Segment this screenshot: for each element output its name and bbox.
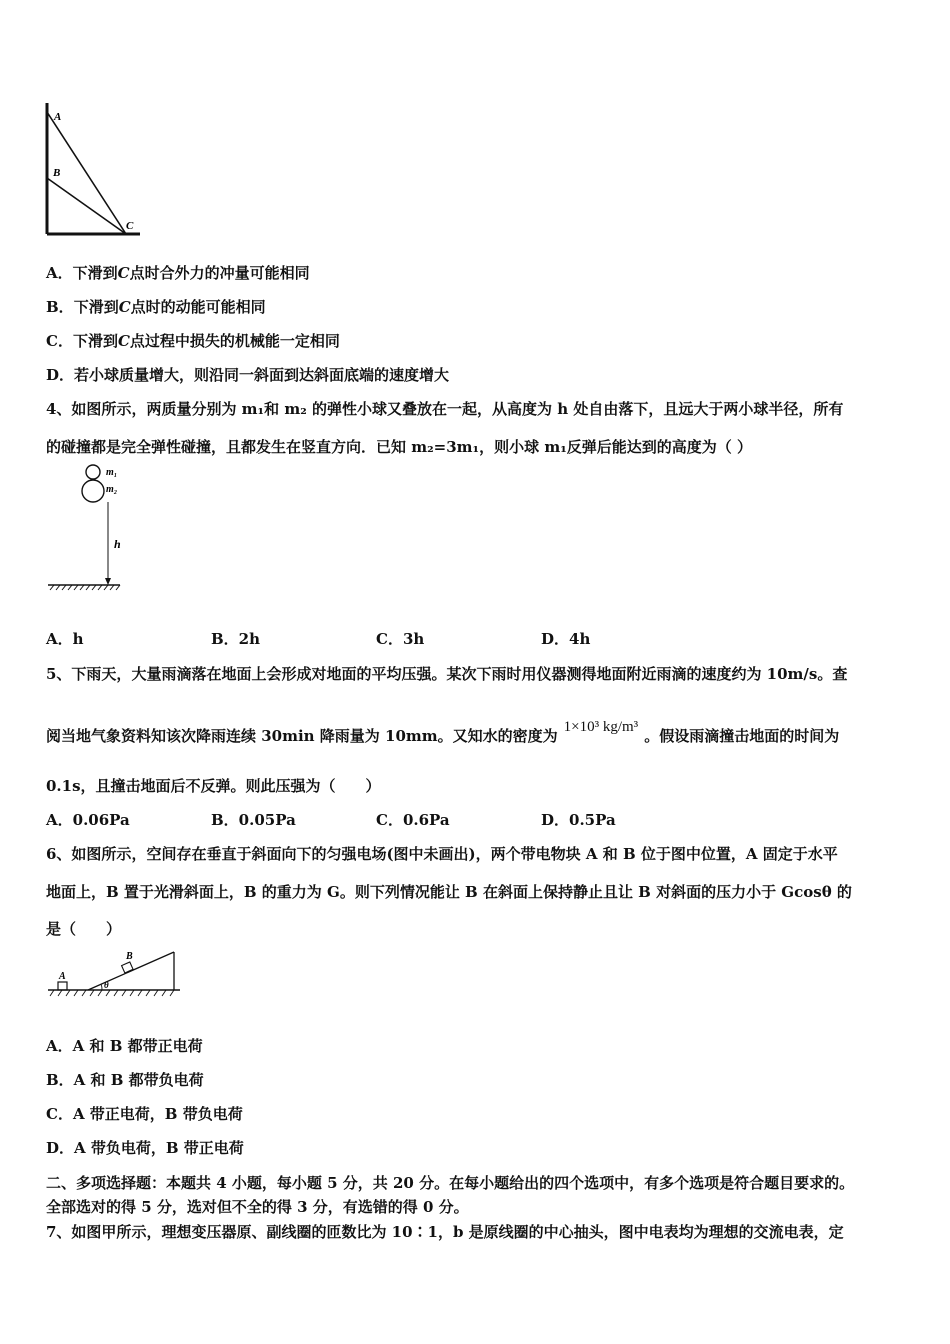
q6-slope-figure (44, 946, 184, 1000)
q5-stem-line2: 阅当地气象资料知该次降雨连续 30min 降雨量为 10mm。又知水的密度为 1×10³ kg/m³ 。假设雨滴撞击地面的时间为 (46, 719, 840, 745)
q5-density-formula: 1×10³ kg/m³ (563, 719, 639, 735)
q4-stem-line1: 4、如图所示，两质量分别为 m₁和 m₂ 的弹性小球又叠放在一起，从高度为 h 处自由落下，且远大于两小球半径，所有 (46, 400, 844, 418)
q5-option-a: A．0.06Pa (46, 811, 130, 829)
q6-label-b: B (126, 951, 133, 962)
q5-option-b: B．0.05Pa (211, 811, 296, 829)
q4-option-b: B．2h (211, 630, 261, 648)
q3-option-b: B．下滑到C点时的动能可能相同 (46, 298, 266, 316)
q6-option-b: B．A 和 B 都带负电荷 (46, 1071, 204, 1089)
q5-stem-line1: 5、下雨天，大量雨滴落在地面上会形成对地面的平均压强。某次下雨时用仪器测得地面附近雨滴的速度约为 10m/s。查 (46, 665, 848, 683)
q3-label-b: B (53, 167, 61, 179)
q6-option-c: C．A 带正电荷，B 带负电荷 (46, 1105, 243, 1123)
section2-heading-line1: 二、多项选择题：本题共 4 小题，每小题 5 分，共 20 分。在每小题给出的四个选项中，有多个选项是符合题目要求的。 (46, 1174, 855, 1192)
q5-option-d: D．0.5Pa (541, 811, 616, 829)
q6-stem-line3: 是（ ） (46, 920, 122, 938)
q6-option-d: D．A 带负电荷，B 带正电荷 (46, 1139, 244, 1157)
q3-label-a: A (54, 111, 62, 123)
q4-label-h: h (114, 537, 121, 551)
q4-label-m2: m₂ (106, 484, 118, 495)
q5-option-c: C．0.6Pa (376, 811, 450, 829)
q5-stem-line3: 0.1s，且撞击地面后不反弹。则此压强为（ ） (46, 777, 381, 795)
q7-stem-line1: 7、如图甲所示，理想变压器原、副线圈的匝数比为 10∶1，b 是原线圈的中心抽头，图中电表均为理想的交流电表，定 (46, 1223, 844, 1241)
q4-label-m1: m₁ (106, 467, 118, 478)
q3-option-d: D．若小球质量增大，则沿同一斜面到达斜面底端的速度增大 (46, 366, 450, 384)
q6-option-a: A．A 和 B 都带正电荷 (46, 1037, 203, 1055)
q6-label-a: A (59, 971, 66, 982)
section2-heading-line2: 全部选对的得 5 分，选对但不全的得 3 分，有选错的得 0 分。 (46, 1198, 469, 1216)
q3-label-c: C (126, 220, 134, 232)
q4-option-c: C．3h (376, 630, 425, 648)
q6-stem-line1: 6、如图所示，空间存在垂直于斜面向下的匀强电场(图中未画出)，两个带电物块 A 和 B 位于图中位置，A 固定于水平 (46, 845, 838, 863)
q4-stem-line2: 的碰撞都是完全弹性碰撞，且都发生在竖直方向．已知 m₂=3m₁，则小球 m₁反弹后能达到的高度为（ ） (46, 438, 753, 456)
q3-option-c: C．下滑到C点过程中损失的机械能一定相同 (46, 332, 340, 350)
q4-option-d: D．4h (541, 630, 591, 648)
q6-label-theta: θ (104, 980, 109, 990)
q6-stem-line2: 地面上，B 置于光滑斜面上，B 的重力为 G。则下列情况能让 B 在斜面上保持静止且让 B 对斜面的压力小于 Gcosθ 的 (46, 883, 852, 901)
q3-incline-figure (40, 100, 150, 240)
q4-falling-balls-figure (44, 462, 134, 596)
q4-option-a: A．h (46, 630, 84, 648)
q3-option-a: A．下滑到C点时合外力的冲量可能相同 (46, 264, 310, 282)
